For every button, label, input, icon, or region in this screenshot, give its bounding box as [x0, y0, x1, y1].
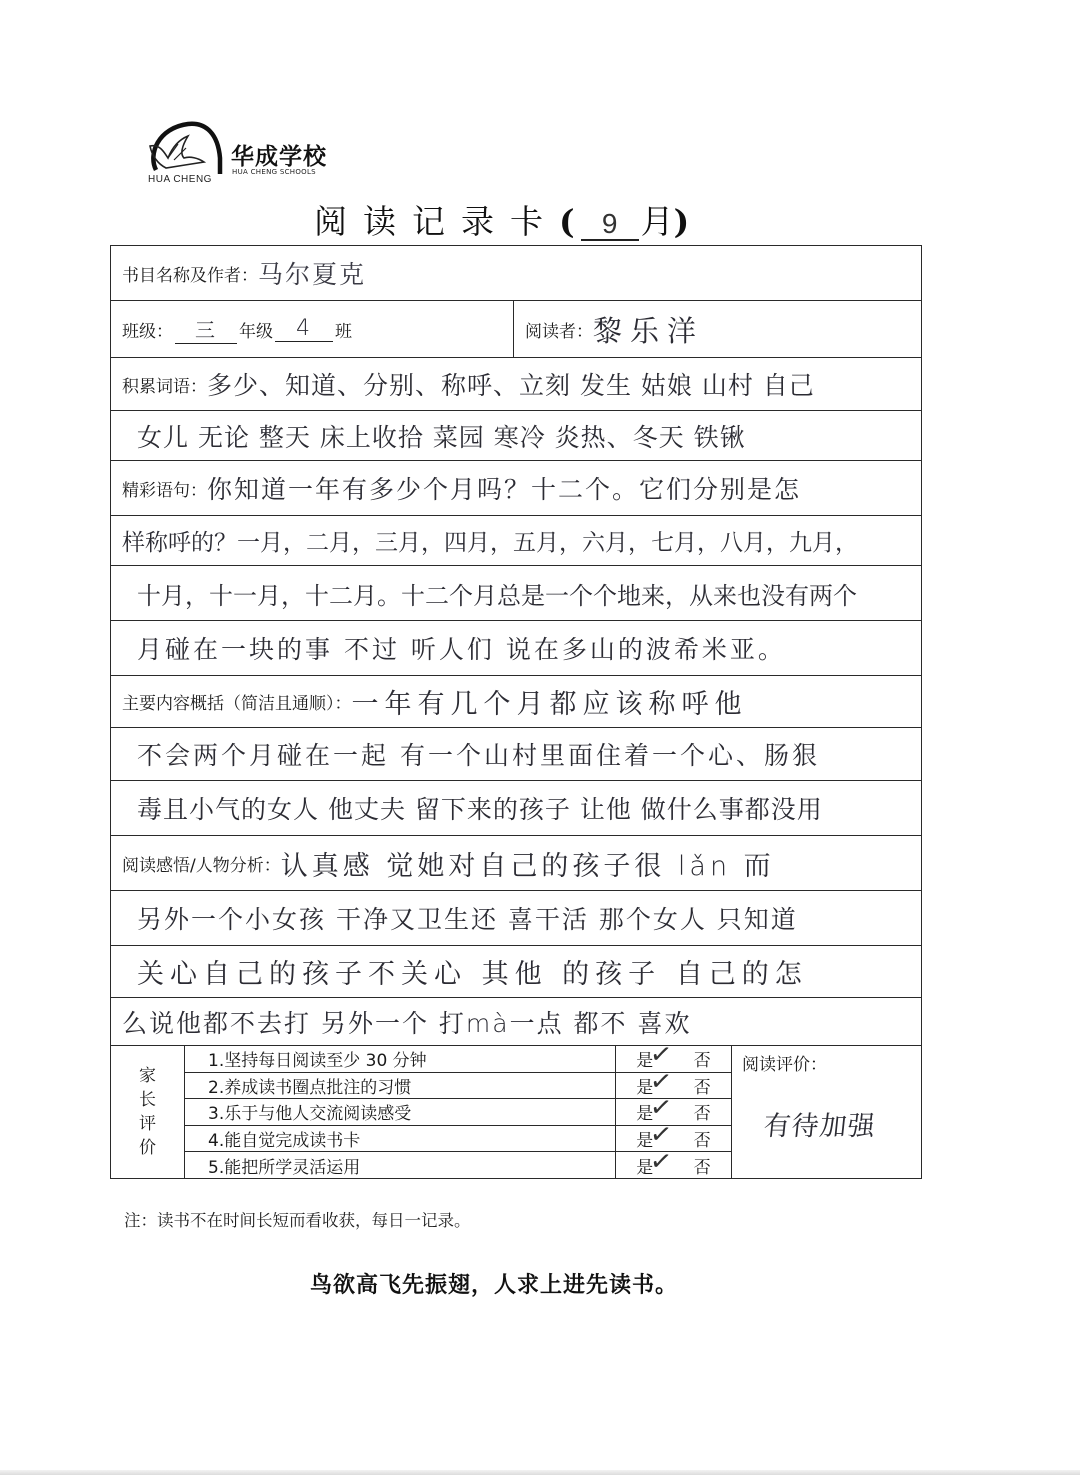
check-mark-icon: ✓ — [648, 1145, 675, 1179]
check-mark-icon: ✓ — [648, 1118, 675, 1152]
sentences-row-1 — [111, 461, 921, 516]
reflection-line[interactable]: 认真感 觉她对自己的孩子很 lǎn 而 — [280, 850, 775, 882]
summary-label: 主要内容概括（简洁且通顺）： — [122, 694, 352, 714]
check-mark-icon: ✓ — [648, 1065, 675, 1099]
summary-row-1 — [111, 676, 921, 728]
side-label-char: 长 — [139, 1090, 156, 1110]
summary-line[interactable]: 一年有几个月都应该称呼他 — [351, 689, 748, 720]
evaluation-item: 3.乐于与他人交流阅读感受 — [185, 1099, 615, 1126]
vocabulary-label: 积累词语： — [122, 376, 207, 397]
sentences-row-2 — [111, 516, 921, 566]
page-bottom-edge — [0, 1470, 1080, 1475]
yes-option[interactable]: 是 ✓ — [636, 1092, 675, 1125]
title-text: 阅读记录卡 — [314, 202, 559, 241]
sentences-line[interactable]: 样称呼的？一月，二月，三月，四月，五月，六月，七月，八月，九月， — [122, 530, 858, 556]
evaluation-item: 5.能把所学灵活运用 — [208, 1157, 361, 1178]
vocabulary-row-2 — [111, 411, 921, 461]
footer-note: 注：读书不在时间长短而看收获，每日一记录。 — [124, 1211, 471, 1230]
reader-field[interactable]: 黎乐洋 — [593, 313, 705, 348]
vocabulary-line[interactable]: 女儿 无论 整天 床上收拾 菜园 寒冷 炎热、冬天 铁锹 — [137, 422, 746, 452]
reflection-line[interactable]: 么说他都不去打 另外一个 打mà一点 都不 喜欢 — [122, 1008, 692, 1038]
evaluation-item: 1.坚持每日阅读至少 30 分钟 — [185, 1046, 615, 1073]
evaluation-items — [185, 1046, 616, 1178]
book-label: 书目名称及作者： — [122, 265, 258, 286]
vocabulary-line[interactable]: 多少、知道、分别、称呼、立刻 发生 姑娘 山村 自己 — [207, 371, 815, 400]
title-close-paren: ) — [673, 202, 694, 241]
sentences-label: 精彩语句： — [122, 480, 207, 501]
grade-field[interactable]: 三 — [175, 314, 237, 344]
summary-line[interactable]: 毒且小气的女人 他丈夫 留下来的孩子 让他 做什么事都没用 — [137, 795, 823, 824]
reader-cell — [525, 301, 704, 357]
reader-label: 阅读者： — [525, 321, 593, 342]
sentences-line[interactable]: 你知道一年有多少个月吗？十二个。它们分别是怎 — [207, 475, 802, 504]
no-option[interactable]: 否 — [693, 1131, 711, 1152]
sentences-row-4 — [111, 621, 921, 676]
sentences-line[interactable]: 十月，十一月，十二月。十二个月总是一个个地来，从来也没有两个 — [137, 581, 857, 610]
footer-slogan: 鸟欲高飞先振翅，人求上进先读书。 — [310, 1273, 679, 1298]
no-option[interactable]: 否 — [693, 1157, 711, 1178]
yes-option[interactable]: 是 ✓ — [636, 1145, 675, 1179]
reflection-row-1 — [111, 836, 921, 891]
no-option[interactable]: 否 — [693, 1051, 711, 1072]
evaluation-item: 4.能自觉完成读书卡 — [185, 1126, 615, 1153]
column-divider — [513, 301, 514, 357]
yes-option[interactable]: 是 ✓ — [636, 1038, 675, 1072]
class-number-field[interactable]: 4 — [275, 316, 333, 342]
month-field[interactable]: 9 — [581, 209, 639, 241]
side-label-char: 家 — [139, 1066, 156, 1086]
page-title — [314, 196, 693, 243]
no-option[interactable]: 否 — [693, 1104, 711, 1125]
parent-evaluation-label — [111, 1046, 185, 1178]
vocabulary-row-1 — [111, 358, 921, 411]
school-logo — [138, 118, 338, 188]
reflection-label: 阅读感悟/人物分析： — [122, 855, 281, 876]
reading-record-table — [110, 245, 922, 1179]
side-label-char: 价 — [139, 1138, 156, 1158]
summary-row-3 — [111, 781, 921, 836]
reading-evaluation-field[interactable]: 有待加强 — [762, 1111, 878, 1142]
evaluation-item: 2.养成读书圈点批注的习惯 — [185, 1073, 615, 1100]
book-field[interactable]: 马尔夏克 — [258, 260, 367, 289]
side-label-char: 评 — [139, 1114, 156, 1134]
yes-no-row — [616, 1145, 731, 1179]
check-mark-icon: ✓ — [648, 1038, 675, 1072]
class-suffix: 班 — [335, 321, 352, 342]
school-name-cn: 华成学校 — [231, 144, 327, 170]
class-label: 班级： — [122, 321, 173, 342]
parent-evaluation-section — [111, 1038, 921, 1179]
month-suffix: 月 — [640, 202, 674, 241]
reading-evaluation-label: 阅读评价： — [742, 1055, 827, 1075]
no-option[interactable]: 否 — [693, 1077, 711, 1098]
reflection-line[interactable]: 另外一个小女孩 干净又卫生还 喜干活 那个女人 只知道 — [137, 905, 798, 934]
book-row — [111, 246, 921, 301]
summary-row-2 — [111, 728, 921, 781]
reflection-row-3 — [111, 946, 921, 998]
sentences-line[interactable]: 月碰在一块的事 不过 听人们 说在多山的波希米亚。 — [137, 635, 786, 664]
check-mark-icon: ✓ — [648, 1092, 675, 1125]
reflection-row-4 — [111, 998, 921, 1046]
reflection-row-2 — [111, 891, 921, 946]
summary-line[interactable]: 不会两个月碰在一起 有一个山村里面住着一个心、肠狠 — [137, 741, 820, 770]
class-reader-row — [111, 301, 921, 358]
yes-option[interactable]: 是 ✓ — [636, 1118, 675, 1152]
yes-option[interactable]: 是 ✓ — [636, 1065, 675, 1099]
logo-emblem-text: HUA CHENG — [148, 174, 212, 185]
title-open-paren: ( — [559, 202, 579, 241]
grade-suffix: 年级 — [239, 321, 273, 342]
sentences-row-3 — [111, 566, 921, 621]
yes-no-column — [616, 1038, 732, 1179]
reflection-line[interactable]: 关心自己的孩子不关心 其他 的孩子 自己的怎 — [137, 959, 808, 990]
reading-evaluation-cell — [732, 1046, 921, 1178]
school-name-en: HUA CHENG SCHOOLS — [232, 168, 316, 176]
